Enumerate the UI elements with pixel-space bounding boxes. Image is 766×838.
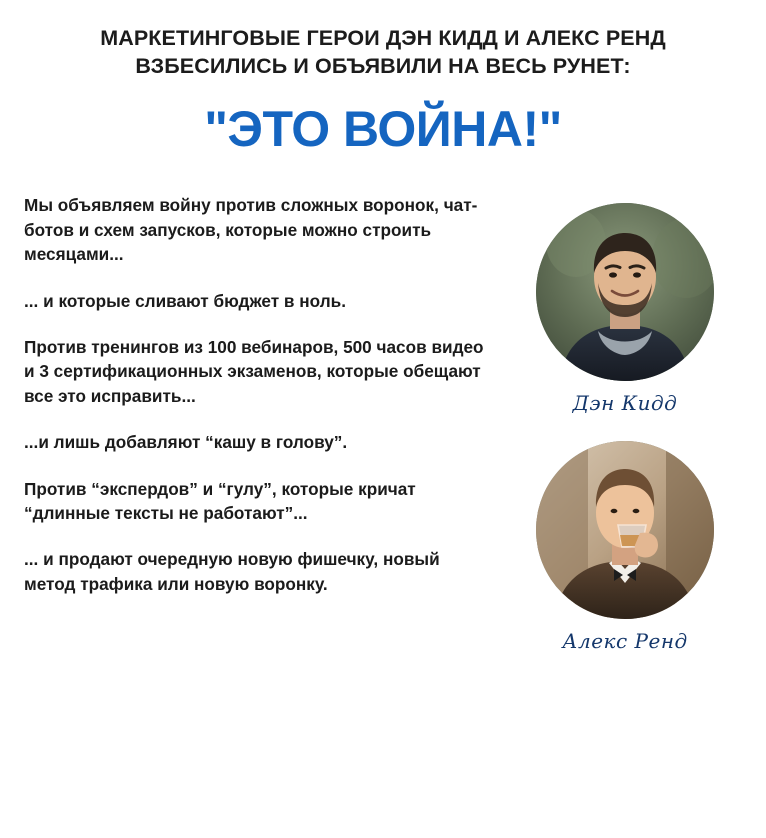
- portrait-alex-rand-image: [536, 441, 714, 619]
- signature-alex-rand: Алекс Ренд: [562, 629, 688, 654]
- body-text-column: [24, 189, 494, 596]
- paragraph: Против тренингов из 100 вебинаров, 500 часов видео и 3 сертификационных экзаменов, которые обещают все это исправить...: [24, 336, 484, 406]
- body-section: [0, 189, 766, 653]
- kicker-line-2: ВЗБЕСИЛИСЬ И ОБЪЯВИЛИ НА ВЕСЬ РУНЕТ:: [135, 54, 631, 79]
- portrait-dan-kidd-image: [536, 203, 714, 381]
- portraits-column: [506, 189, 744, 653]
- page-header: [0, 0, 766, 155]
- paragraph: ... и которые сливают бюджет в ноль.: [24, 290, 346, 311]
- paragraph: Мы объявляем войну против сложных воронок, чат-ботов и схем запусков, которые можно строить месяцами...: [24, 195, 478, 265]
- paragraph: ... и продают очередную новую фишечку, новый метод трафика или новую воронку.: [24, 549, 440, 594]
- person-card: [536, 203, 714, 415]
- kicker-line-1: МАРКЕТИНГОВЫЕ ГЕРОИ ДЭН КИДД И АЛЕКС РЕНД: [100, 26, 666, 50]
- avatar: [536, 441, 714, 619]
- avatar: [536, 203, 714, 381]
- page-title: "ЭТО ВОЙНА!": [204, 100, 562, 157]
- paragraph: ...и лишь добавляют “кашу в голову”.: [24, 432, 348, 453]
- person-card: [536, 441, 714, 653]
- paragraph: Против “экспердов” и “гулу”, которые кричат “длинные тексты не работают”...: [24, 478, 416, 524]
- signature-dan-kidd: Дэн Кидд: [572, 391, 678, 416]
